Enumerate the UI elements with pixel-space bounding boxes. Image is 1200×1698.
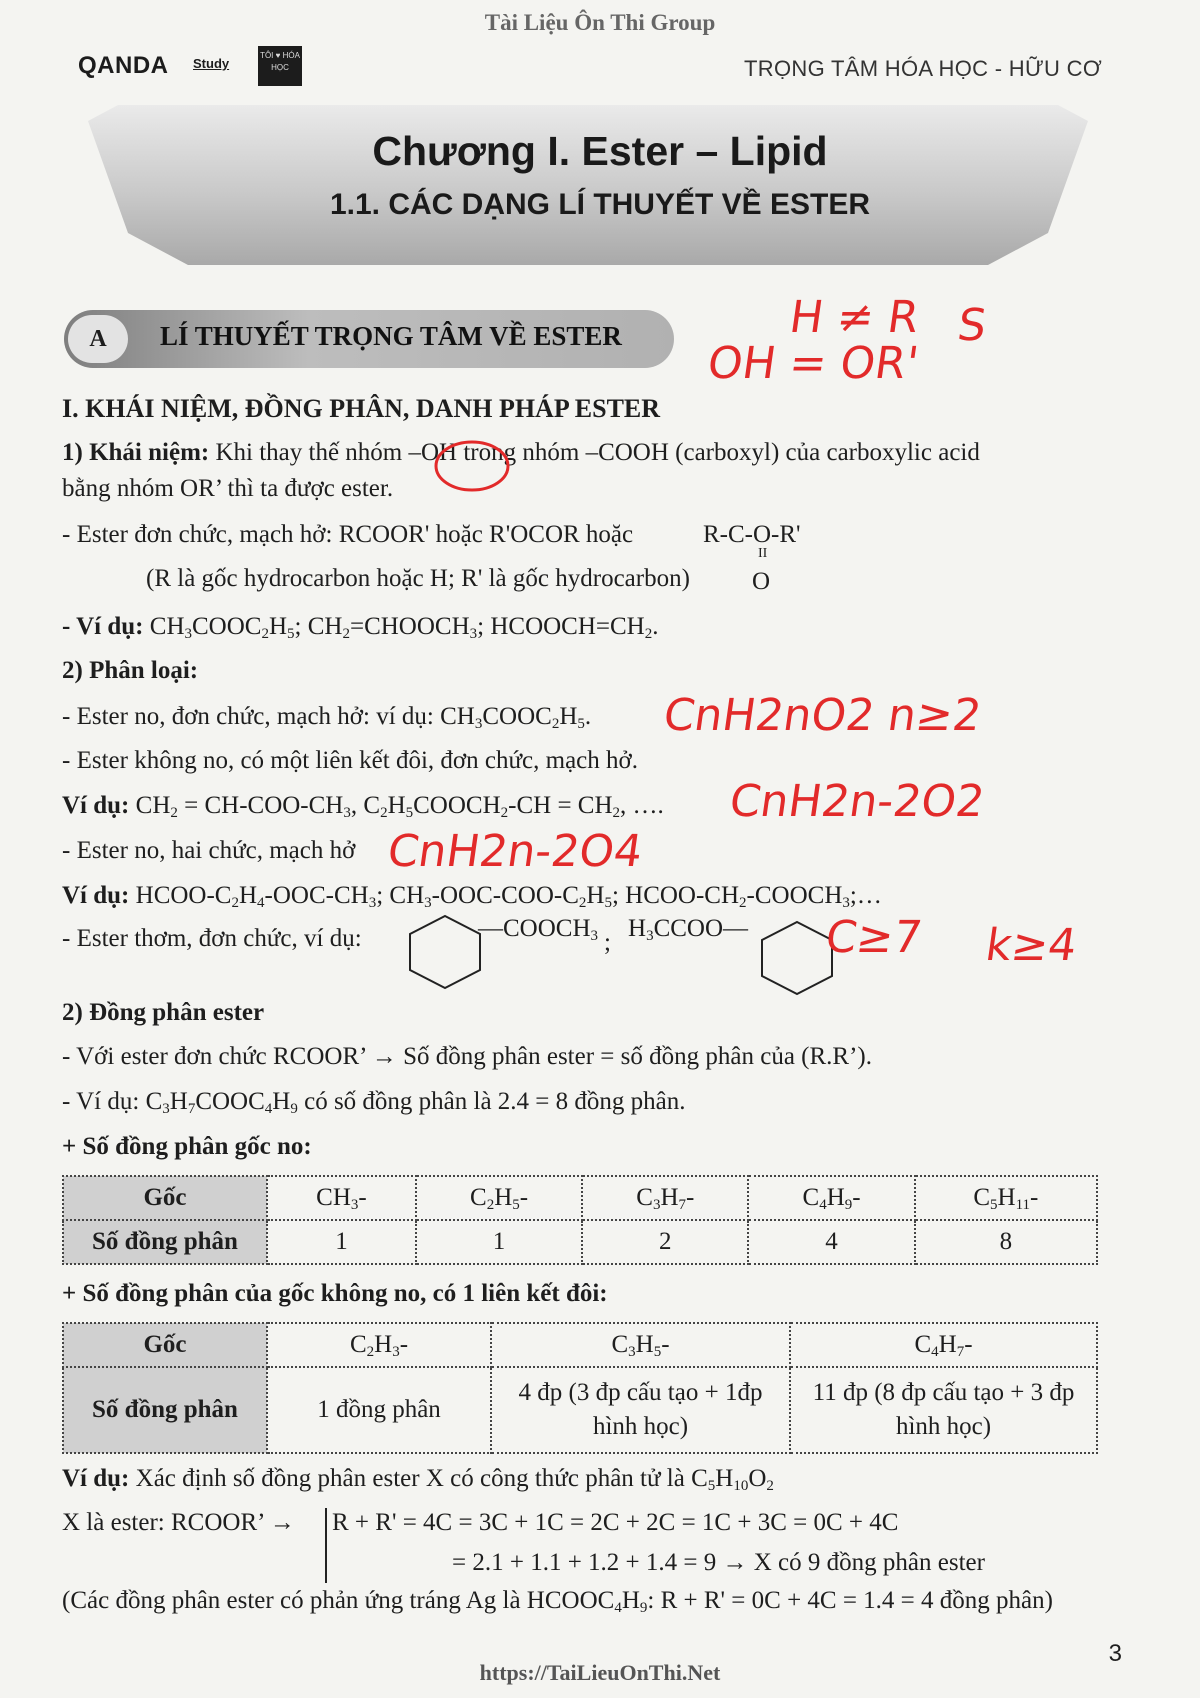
classification-heading: 2) Phân loại: <box>62 657 199 684</box>
table-header-cell: Gốc <box>63 1323 267 1367</box>
table-cell: 4 đp (3 đp cấu tạo + 1đp hình học) <box>491 1367 790 1453</box>
table-cell: $C_3H_7-$ <box>582 1176 748 1220</box>
saturated-mono-ester: - Ester no, đơn chức, mạch hở: ví dụ: $CH_3COOC_2H_5$. <box>62 703 592 732</box>
handwritten-s: S <box>954 300 990 351</box>
running-header: TRỌNG TÂM HÓA HỌC - HỮU CƠ <box>744 56 1102 81</box>
equation-line-2: = 2.1 + 1.1 + 1.2 + 1.4 = 9 → X có 9 đồng phân ester <box>452 1549 985 1576</box>
final-example-x-line: X là ester: RCOOR’ → <box>62 1509 295 1536</box>
brand-logo-text: QANDA <box>78 52 169 79</box>
handwritten-saturated-formula: CnH2nO2 n≥2 <box>660 690 985 741</box>
table-cell: $C_2H_5-$ <box>416 1176 582 1220</box>
example-1-line: - Ví dụ: $CH_3COOC_2H_5$; $CH_2=CHOOCH_3$; $HCOOCH=CH_2$. <box>62 613 659 642</box>
isomer-heading: 2) Đồng phân ester <box>62 999 265 1026</box>
handwritten-k4: k≥4 <box>982 920 1080 971</box>
table-cell: 4 <box>748 1220 914 1264</box>
double-bond-mark: II <box>758 546 768 561</box>
diester-line: - Ester no, hai chức, mạch hở <box>62 837 356 864</box>
publisher-logo: TÔI ♥ HÓA HỌC <box>258 46 302 86</box>
handwritten-diester-formula: CnH2n-2O4 <box>384 826 646 877</box>
unsaturated-ester: - Ester không no, có một liên kết đôi, đơn chức, mạch hở. <box>62 747 638 774</box>
unsaturated-example: Ví dụ: $CH_2 = CH-COO-CH_3$, $C_2H_5COOCH_2-CH = CH_2$, …. <box>62 792 664 821</box>
chapter-title: Chương I. Ester – Lipid <box>372 128 828 174</box>
table-cell: $C_4H_7-$ <box>790 1323 1097 1367</box>
handwritten-h-not-r: H ≠ R <box>786 292 923 343</box>
table-row <box>63 1220 1097 1264</box>
definition-line-1: 1) Khái niệm: Khi thay thế nhóm –OH trong nhóm –COOH (carboxyl) của carboxylic acid <box>62 439 980 466</box>
benzene-ring-1 <box>400 912 490 992</box>
unsaturated-radical-table <box>62 1322 1098 1454</box>
table-header-cell: Số đồng phân <box>63 1220 267 1264</box>
isomer-example: - Ví dụ: $C_3H_7COOC_4H_9$ có số đồng phân là 2.4 = 8 đồng phân. <box>62 1088 686 1117</box>
table-row <box>63 1176 1097 1220</box>
table-cell: 1 đồng phân <box>267 1367 491 1453</box>
group-watermark-title: Tài Liệu Ôn Thi Group <box>484 10 716 35</box>
oh-group: –OH <box>408 439 458 466</box>
table-cell: 11 đp (8 đp cấu tạo + 3 đp hình học) <box>790 1367 1097 1453</box>
brand-sub-text: Study <box>193 56 230 71</box>
aromatic-separator: ; <box>604 929 611 956</box>
page-number: 3 <box>1108 1640 1122 1667</box>
handwritten-unsaturated-formula: CnH2n-2O2 <box>726 776 988 827</box>
silver-mirror-note: (Các đồng phân ester có phản ứng tráng Ag là $HCOOC_4H_9$: R + R' = 0C + 4C = 1.4 = 4 đồng phân) <box>62 1587 1053 1616</box>
table-cell: $CH_3-$ <box>267 1176 416 1220</box>
definition-line-2: bằng nhóm OR’ thì ta được ester. <box>62 475 394 502</box>
single-ester-line: - Ester đơn chức, mạch hở: RCOOR' hoặc R'OCOR hoặc <box>62 521 634 548</box>
benzoate-group: $—COOCH_3$ <box>478 915 599 944</box>
chapter-subtitle: 1.1. CÁC DẠNG LÍ THUYẾT VỀ ESTER <box>329 188 871 221</box>
isomer-rule: - Với ester đơn chức RCOOR’ → Số đồng phân ester = số đồng phân của (R.R’). <box>62 1043 872 1070</box>
section-title: LÍ THUYẾT TRỌNG TÂM VỀ ESTER <box>160 321 622 351</box>
table-header-cell: Số đồng phân <box>63 1367 267 1453</box>
table-cell: 8 <box>915 1220 1097 1264</box>
table-cell: 2 <box>582 1220 748 1264</box>
table-cell: $C_5H_{11}-$ <box>915 1176 1097 1220</box>
table-cell: 1 <box>267 1220 416 1264</box>
aromatic-ester-line: - Ester thơm, đơn chức, ví dụ: <box>62 925 362 952</box>
table-cell: $C_2H_3-$ <box>267 1323 491 1367</box>
table-cell: $C_4H_9-$ <box>748 1176 914 1220</box>
handwritten-c7: C≥7 <box>822 912 926 963</box>
equation-bracket <box>325 1508 327 1583</box>
heading-concepts: I. KHÁI NIỆM, ĐỒNG PHÂN, DANH PHÁP ESTER <box>62 394 661 423</box>
table-row <box>63 1323 1097 1367</box>
footer-url[interactable]: https://TaiLieuOnThi.Net <box>479 1660 721 1685</box>
acetate-group: $H_3CCOO—$ <box>628 915 749 944</box>
ester-structure-formula: R-C-O-R' <box>703 521 801 548</box>
table-header-cell: Gốc <box>63 1176 267 1220</box>
table-row <box>63 1367 1097 1453</box>
handwritten-oh-or: OH = OR' <box>704 338 922 389</box>
section-letter: A <box>68 315 128 363</box>
carbonyl-oxygen: O <box>752 568 771 595</box>
diester-example: Ví dụ: HCOO-$C_2H_4-OOC-CH_3$; $CH_3-OOC-COO-C_2H_5$; HCOO-$CH_2-COOCH_3;\dots$ <box>62 882 882 911</box>
table-cell: $C_3H_5-$ <box>491 1323 790 1367</box>
single-ester-note: (R là gốc hydrocarbon hoặc H; R' là gốc hydrocarbon) <box>146 565 690 592</box>
saturated-radical-table <box>62 1175 1098 1265</box>
table-2-title: + Số đồng phân của gốc không no, có 1 liên kết đôi: <box>62 1280 608 1307</box>
table-1-title: + Số đồng phân gốc no: <box>62 1133 312 1160</box>
final-example-prompt: Ví dụ: Xác định số đồng phân ester X có công thức phân tử là $C_5H_{10}O_2$ <box>62 1465 774 1494</box>
equation-line-1: R + R' = 4C = 3C + 1C = 2C + 2C = 1C + 3C = 0C + 4C <box>332 1509 899 1536</box>
table-cell: 1 <box>416 1220 582 1264</box>
handwritten-circle-oh <box>432 437 512 495</box>
